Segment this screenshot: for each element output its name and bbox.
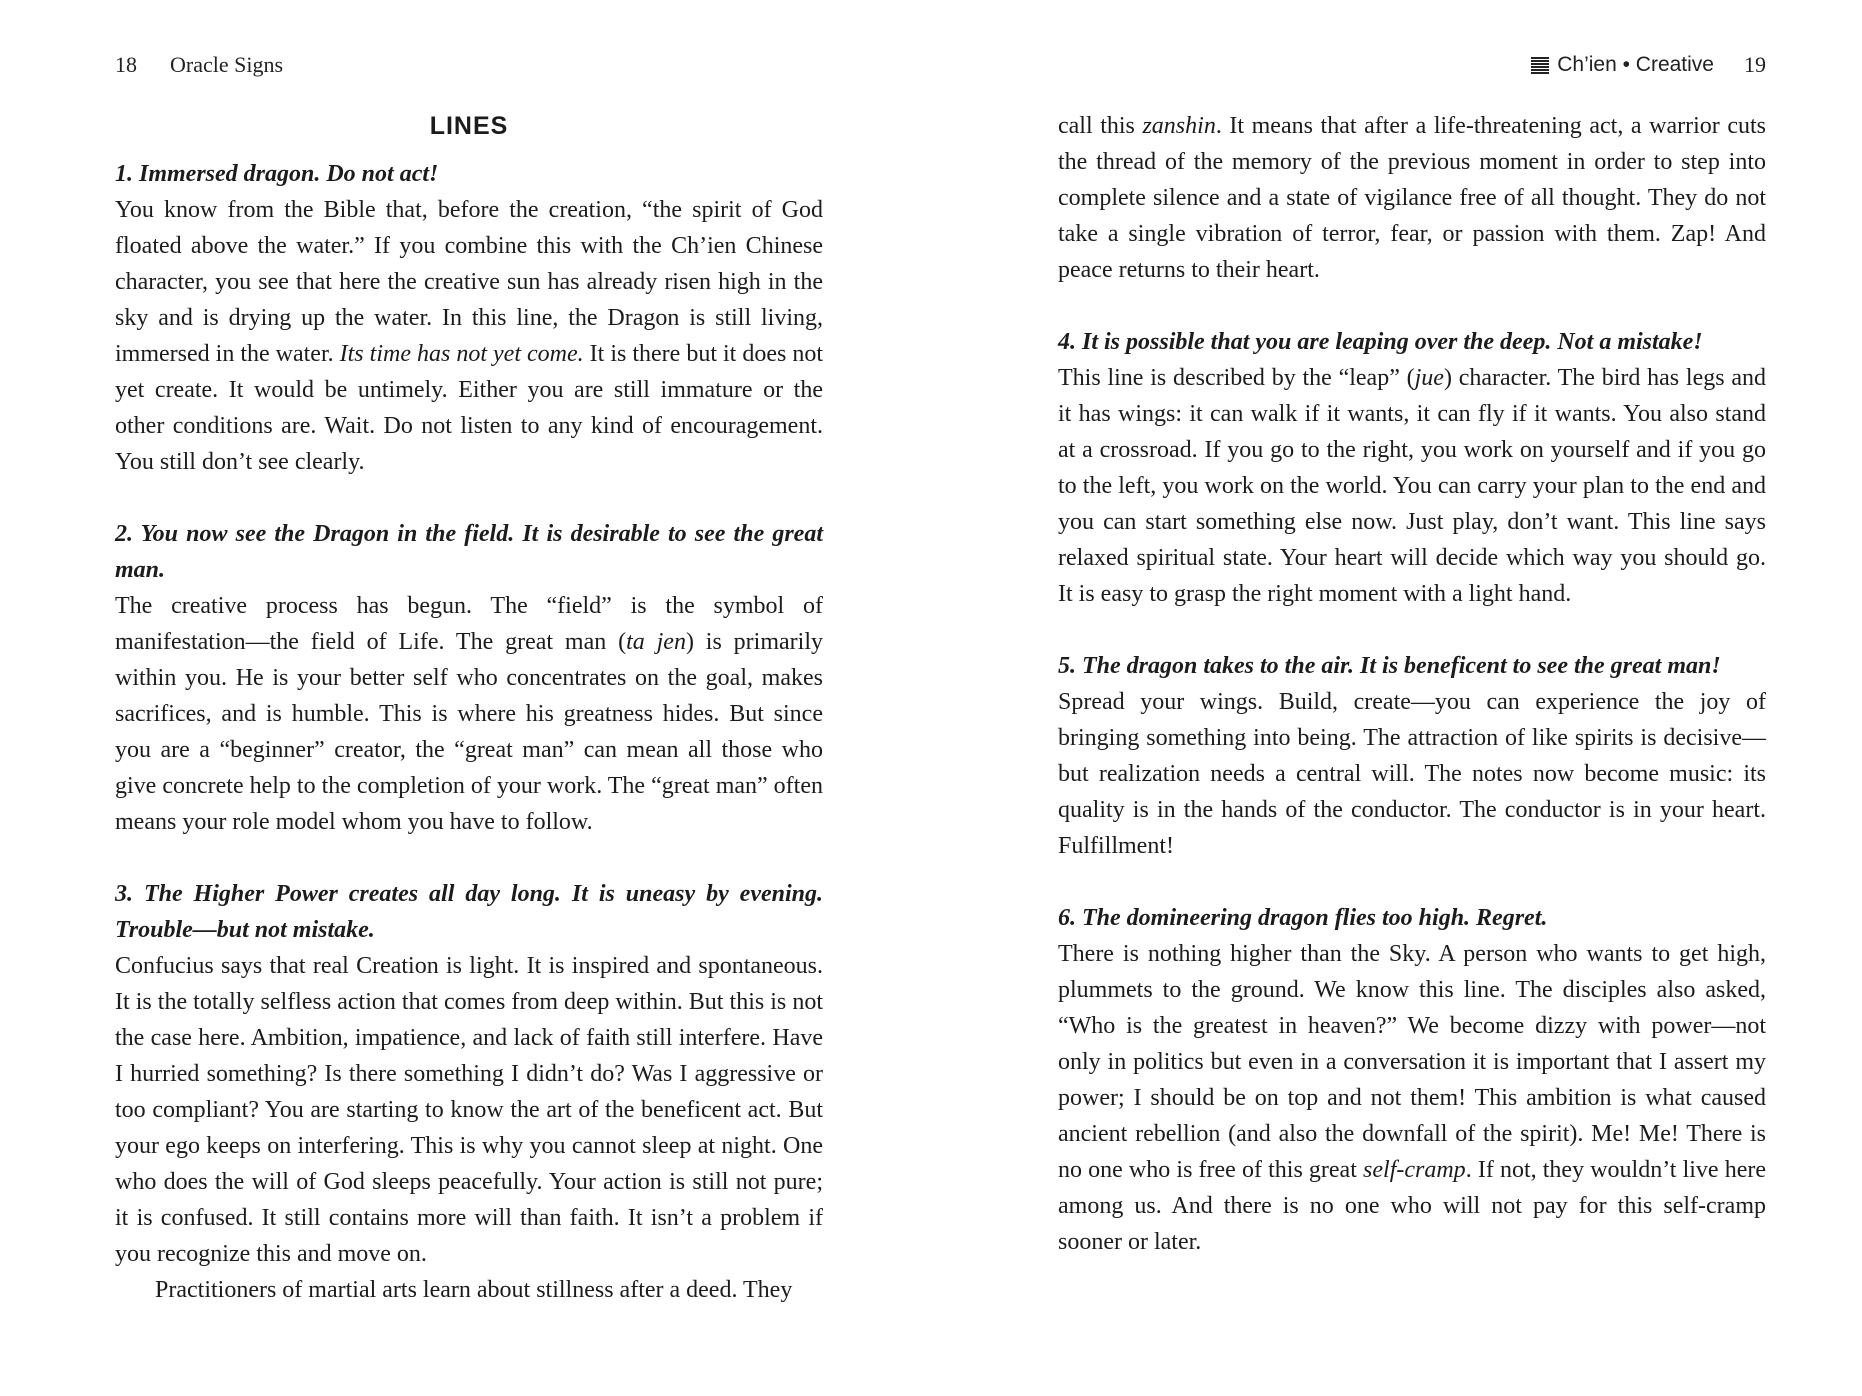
line-6-text: There is nothing higher than the Sky. A person who wants to get high, plummets to the ground. We know this line. The disciples also asked, “Who is the greatest in heaven?” We become dizzy with power—not only in politics but even in a conversation it is important that I assert my power; I should be on top and not them! This ambition is what caused ancient rebellion (and also the downfall of the spirit). Me! Me! There is no one who is free of this great self-cramp. If not, they wouldn’t live here among us. And there is no one who will not pay for this self-cramp sooner or later.	[1058, 941, 1767, 1255]
left-body	[115, 108, 823, 1308]
section-heading-lines: LINES	[429, 112, 509, 140]
running-title-left: Oracle Signs	[170, 52, 284, 77]
running-title-right: Ch’ien • Creative	[1557, 53, 1714, 76]
hexagram-icon	[1531, 57, 1549, 74]
page-number-left: 18	[115, 52, 137, 77]
line-4-text: This line is described by the “leap” (jue) character. The bird has legs and it has wings: it can walk if it wants, it can fly if it wants. You also stand at a crossroad. If you go to the right, you work on yourself and if you go to the left, you work on the world. You can carry your plan to the end and you can start something else now. Just play, don’t want. This line says relaxed spiritual state. Your heart will decide which way you should go. It is easy to grasp the right moment with a light hand.	[1058, 365, 1766, 607]
line-5-title: 5. The dragon takes to the air. It is beneficent to see the great man!	[1058, 653, 1721, 679]
left-running-head	[115, 52, 823, 86]
line-3-title: 3. The Higher Power creates all day long. It is uneasy by evening. Trouble—but not mistake.	[115, 881, 823, 943]
line-1-text: You know from the Bible that, before the creation, “the spirit of God floated above the water.” If you combine this with the Ch’ien Chinese character, you see that here the creative sun has already risen high in the sky and is drying up the water. In this line, the Dragon is still living, immersed in the water. Its time has not yet come. It is there but it does not yet create. It would be untimely. Either you are still immature or the other conditions are. Wait. Do not listen to any kind of encouragement. You still don’t see clearly.	[115, 197, 824, 475]
line-3-text: Confucius says that real Creation is light. It is inspired and spontaneous. It is the totally selfless action that comes from deep within. But this is not the case here. Ambition, impatience, and lack of faith still interfere. Have I hurried something? Is there something I didn’t do? Was I aggressive or too compliant? You are starting to know the art of the beneficent act. But your ego keeps on interfering. This is why you cannot sleep at night. One who does the will of God sleeps peacefully. Your action is still not pure; it is confused. It still contains more will than faith. It isn’t a problem if you recognize this and move on.	[115, 953, 823, 1267]
line-2-title: 2. You now see the Dragon in the field. It is desirable to see the great man.	[115, 521, 823, 583]
right-body	[1058, 108, 1766, 1260]
line-3-text-continued: Practitioners of martial arts learn about stillness after a deed. They	[155, 1277, 793, 1303]
line-4-title: 4. It is possible that you are leaping over the deep. Not a mistake!	[1058, 329, 1703, 355]
continued-text: call this zanshin. It means that after a life-threatening act, a warrior cuts the thread of the memory of the previous moment in order to step into complete silence and a state of vigilance free of all thought. They do not take a single vibration of terror, fear, or passion with them. Zap! And peace returns to their heart.	[1058, 113, 1766, 283]
right-running-head	[1058, 52, 1766, 86]
line-2-text: The creative process has begun. The “field” is the symbol of manifestation—the field of Life. The great man (ta jen) is primarily within you. He is your better self who concentrates on the goal, makes sacrifices, and is humble. This is where his greatness hides. But since you are a “beginner” creator, the “great man” can mean all those who give concrete help to the completion of your work. The “great man” often means your role model whom you have to follow.	[115, 593, 823, 835]
right-page	[1058, 0, 1766, 1396]
line-5-text: Spread your wings. Build, create—you can experience the joy of bringing something into being. The attraction of like spirits is decisive—but realization needs a central will. The notes now become music: its quality is in the hands of the conductor. The conductor is in your heart. Fulfillment!	[1058, 689, 1766, 859]
page-number-right: 19	[1744, 52, 1766, 77]
line-1-title: 1. Immersed dragon. Do not act!	[115, 161, 439, 187]
left-page	[115, 0, 823, 1396]
line-6-title: 6. The domineering dragon flies too high. Regret.	[1058, 905, 1548, 931]
